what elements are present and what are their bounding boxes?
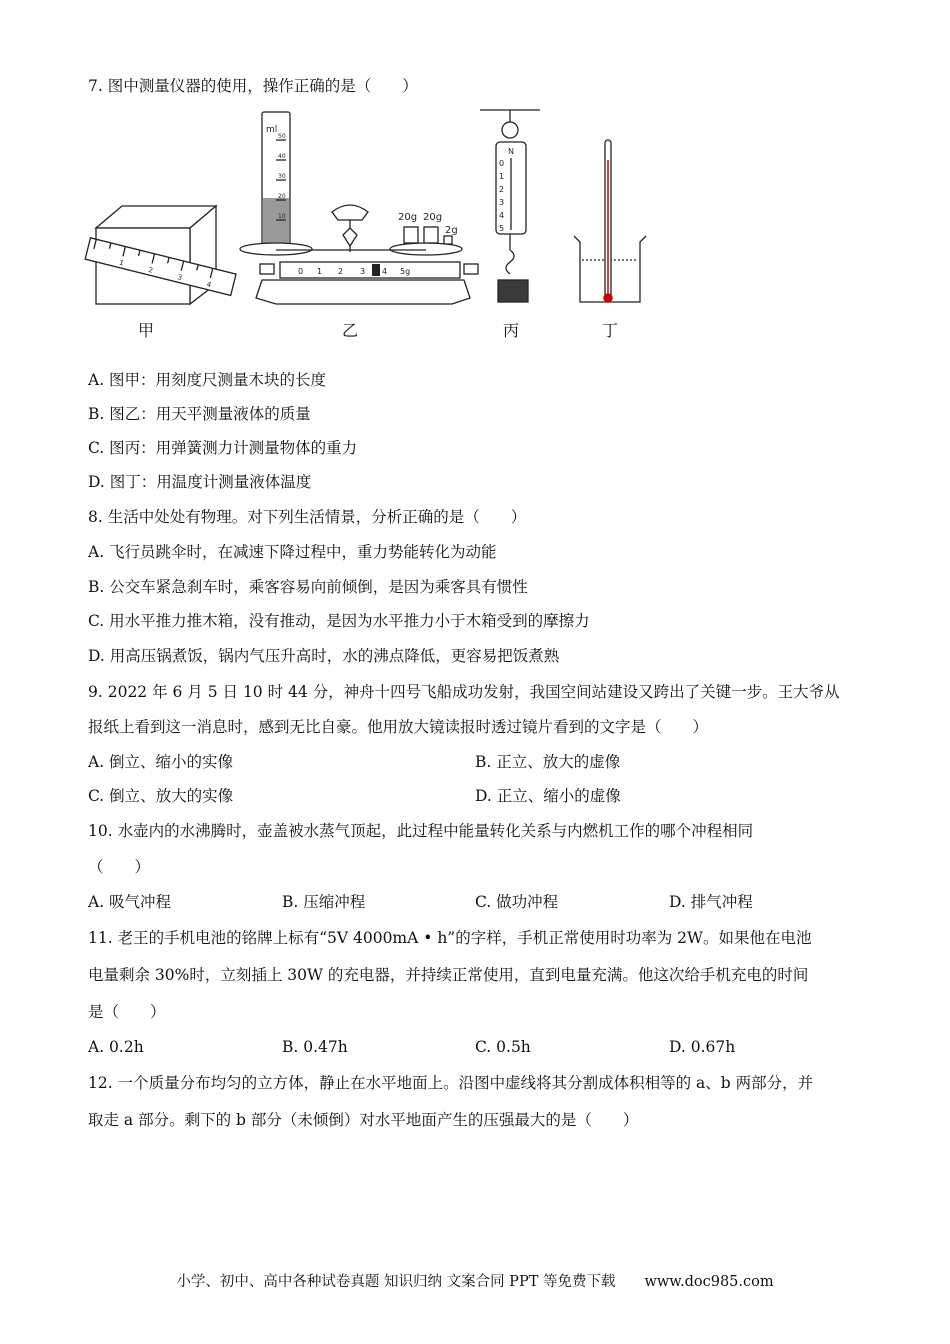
q7-option-c: C. 图丙：用弹簧测力计测量物体的重力	[88, 439, 358, 457]
q8-stem: 8. 生活中处处有物理。对下列生活情景，分析正确的是（ ）	[88, 508, 527, 526]
q7-option-b: B. 图乙：用天平测量液体的质量	[88, 405, 311, 423]
figure-caption-bing: 丙	[503, 321, 520, 340]
figure-caption-yi: 乙	[342, 321, 359, 340]
q11-option-c: C. 0.5h	[475, 1038, 531, 1056]
q11-option-b: B. 0.47h	[282, 1038, 348, 1056]
q11-option-d: D. 0.67h	[669, 1038, 736, 1056]
cylinder-mark: 50	[278, 133, 286, 140]
q10-option-a: A. 吸气冲程	[88, 893, 172, 911]
spring-mark: 1	[499, 172, 505, 181]
cylinder-mark: 20	[278, 193, 286, 200]
q11-stem-line3: 是（ ）	[88, 1003, 166, 1021]
q8-option-c: C. 用水平推力推木箱，没有推动，是因为水平推力小于木箱受到的摩擦力	[88, 612, 590, 630]
ruler-mark: 4	[205, 280, 212, 290]
weight-label: 20g	[398, 212, 418, 223]
ruler-mark: 2	[147, 265, 154, 275]
figure-bing-spring-scale	[480, 110, 540, 302]
figure-ding-thermometer	[574, 140, 646, 302]
q11-stem-line2: 电量剩余 30%时，立刻插上 30W 的充电器，并持续正常使用，直到电量充满。他这次给手机充电的时间	[88, 966, 809, 984]
balance-scale-mark: 4	[382, 267, 388, 276]
q7-option-a: A. 图甲：用刻度尺测量木块的长度	[88, 371, 327, 389]
q7-figures	[80, 100, 660, 315]
weight-label: 2g	[445, 225, 458, 236]
figure-caption-jia: 甲	[138, 321, 155, 340]
balance-scale-mark: 1	[317, 267, 323, 276]
q8-option-d: D. 用高压锅煮饭，锅内气压升高时，水的沸点降低，更容易把饭煮熟	[88, 647, 560, 665]
q12-stem-line2: 取走 a 部分。剩下的 b 部分（未倾倒）对水平地面产生的压强最大的是（ ）	[88, 1111, 639, 1129]
q10-stem-line2: （ ）	[88, 858, 151, 876]
q10-option-d: D. 排气冲程	[669, 893, 753, 911]
q10-option-c: C. 做功冲程	[475, 893, 559, 911]
figure-yi-balance	[240, 112, 478, 304]
figure-jia-block-ruler	[85, 206, 236, 304]
spring-unit: N	[508, 147, 514, 156]
q11-stem-line1: 11. 老王的手机电池的铭牌上标有“5V 4000mA • h”的字样，手机正常使用时功率为 2W。如果他在电池	[88, 929, 812, 947]
q11-option-a: A. 0.2h	[88, 1038, 144, 1056]
ruler-mark: 1	[118, 258, 125, 268]
q10-option-b: B. 压缩冲程	[282, 893, 366, 911]
weight-label: 20g	[423, 212, 443, 223]
figure-caption-ding: 丁	[602, 321, 619, 340]
q7-option-d: D. 图丁：用温度计测量液体温度	[88, 473, 312, 491]
q8-option-b: B. 公交车紧急刹车时，乘客容易向前倾倒，是因为乘客具有惯性	[88, 578, 528, 596]
spring-mark: 4	[499, 211, 505, 220]
q9-option-a: A. 倒立、缩小的实像	[88, 753, 234, 771]
q9-stem-line1: 9. 2022 年 6 月 5 日 10 时 44 分，神舟十四号飞船成功发射，我国空间站建设又跨出了关键一步。王大爷从	[88, 683, 840, 701]
spring-mark: 5	[499, 224, 505, 233]
ruler-mark: 3	[176, 273, 183, 283]
q8-option-a: A. 飞行员跳伞时，在减速下降过程中，重力势能转化为动能	[88, 543, 497, 561]
spring-mark: 0	[499, 159, 505, 168]
q12-stem-line1: 12. 一个质量分布均匀的立方体，静止在水平地面上。沿图中虚线将其分割成体积相等的 a、b 两部分，并	[88, 1074, 814, 1092]
q9-option-b: B. 正立、放大的虚像	[475, 753, 621, 771]
q9-option-c: C. 倒立、放大的实像	[88, 787, 234, 805]
q7-stem: 7. 图中测量仪器的使用，操作正确的是（ ）	[88, 77, 418, 95]
spring-mark: 2	[499, 185, 505, 194]
balance-scale-mark: 5g	[400, 267, 411, 276]
q9-stem-line2: 报纸上看到这一消息时，感到无比自豪。他用放大镜读报时透过镜片看到的文字是（ ）	[88, 718, 709, 736]
page-footer: 小学、初中、高中各种试卷真题 知识归纳 文案合同 PPT 等免费下载 www.doc985.com	[176, 1274, 774, 1290]
cylinder-mark: 10	[278, 213, 286, 220]
cylinder-mark: 30	[278, 173, 286, 180]
q9-option-d: D. 正立、缩小的虚像	[475, 787, 621, 805]
cylinder-mark: 40	[278, 153, 286, 160]
cylinder-unit: ml	[266, 125, 278, 135]
balance-scale-mark: 2	[338, 267, 344, 276]
q10-stem-line1: 10. 水壶内的水沸腾时，壶盖被水蒸气顶起，此过程中能量转化关系与内燃机工作的哪个冲程相同	[88, 822, 754, 840]
balance-scale-mark: 0	[298, 267, 304, 276]
balance-scale-mark: 3	[360, 267, 366, 276]
spring-mark: 3	[499, 198, 505, 207]
